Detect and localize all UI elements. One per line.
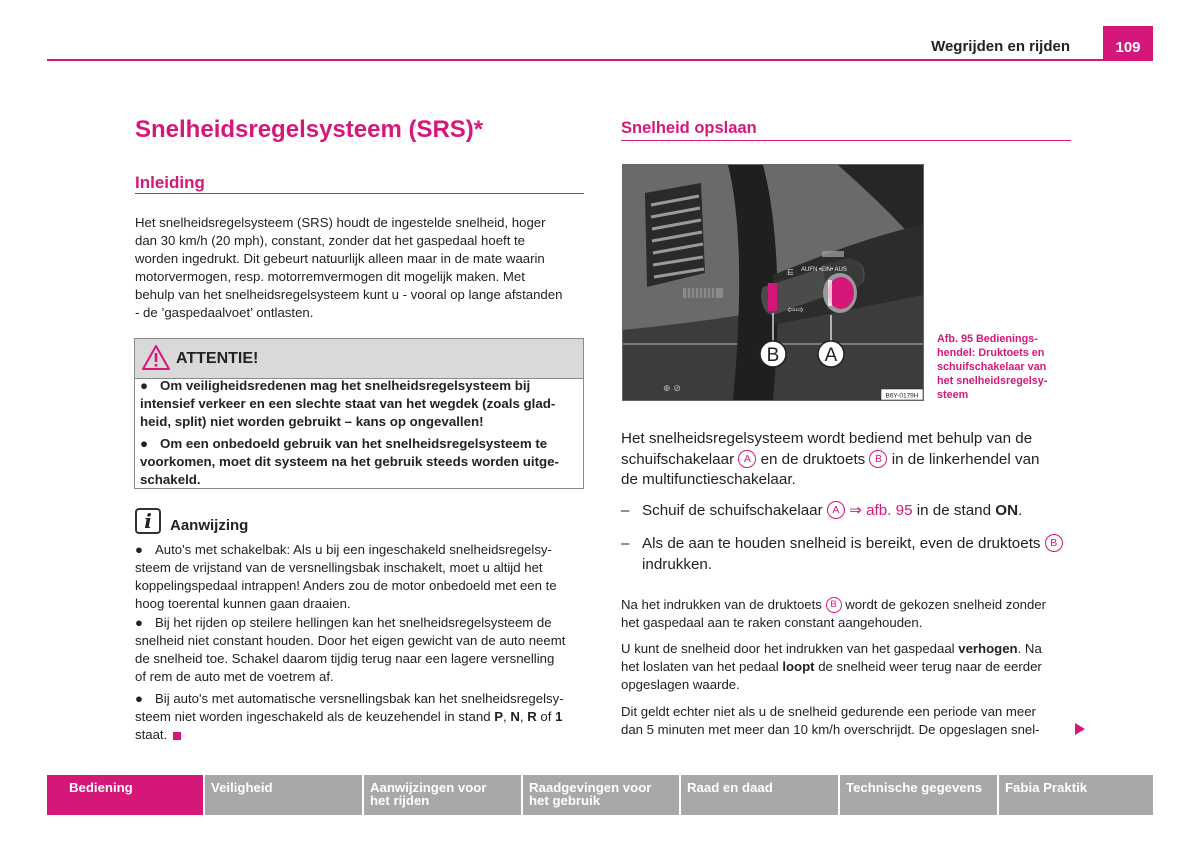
text-line: het snelheidsregelsy- <box>937 375 1048 387</box>
text-line: dan 30 km/h (20 mph), constant, zonder dat het gaspedaal hoeft te <box>135 233 526 248</box>
text-line: worden ingedrukt. Dit gebeurt natuurlijk alleen maar in de mate waarin <box>135 251 545 266</box>
intro-paragraph <box>135 214 595 322</box>
tab-label: het gebruik <box>529 793 601 808</box>
tab-label: Raadgevingen voor <box>529 780 652 795</box>
callout-b-label: B <box>766 345 780 366</box>
text-line: heid, split) niet worden gebruikt – kans op ongevallen! <box>140 414 484 430</box>
ref-circle-b: B <box>1045 534 1063 552</box>
operation-paragraph <box>621 429 1081 491</box>
figure-caption <box>937 332 1072 402</box>
text-line: opgeslagen waarde. <box>621 677 740 692</box>
text-line: snelheid niet constant houden. Door het eigen gewicht van de auto neemt <box>135 633 566 648</box>
figure-95-lever-photo <box>622 164 924 401</box>
tab-label: Fabia Praktik <box>1005 780 1088 795</box>
warning-box <box>134 338 584 489</box>
text-line: of rem de auto met de voetrem af. <box>135 669 334 684</box>
text-line: Het snelheidsregelsysteem (SRS) houdt de ingestelde snelheid, hoger <box>135 215 546 230</box>
figure-reference-link[interactable]: ⇒ afb. 95 <box>849 502 913 519</box>
text-line: intensief verkeer en een slechte staat van het wegdek (zoals glad- <box>140 396 556 412</box>
tab-fabia-praktik[interactable] <box>999 775 1153 815</box>
section-rule <box>621 140 1071 141</box>
text-line: motorvermogen, resp. motorremvermogen dit mogelijk maken. Met <box>135 269 525 284</box>
section-end-square-icon <box>173 732 181 740</box>
text-line: steem de vrijstand van de versnellingsbak inschakelt, moet u altijd het <box>135 560 543 575</box>
text-line: hendel: Druktoets en <box>937 347 1045 359</box>
text-line: koppelingspedaal intrappen! Anders zou de motor onbedoeld met een te <box>135 578 557 593</box>
page-title: Snelheidsregelsysteem (SRS)* <box>135 116 484 143</box>
ref-circle-a: A <box>738 450 756 468</box>
text-line: schuifschakelaar van <box>937 361 1047 373</box>
tab-bediening[interactable] <box>47 775 203 815</box>
tab-label: Technische gegevens <box>846 780 983 795</box>
text-line: steem niet worden ingeschakeld als de keuzehendel in stand P, N, R of 1 <box>135 709 563 724</box>
text-line: – Als de aan te houden snelheid is bereikt, even de druktoets B <box>621 534 1081 555</box>
tab-label: het rijden <box>370 793 430 808</box>
ref-circle-a: A <box>827 501 845 519</box>
text-line: het gaspedaal aan te raken constant aangehouden. <box>621 615 923 630</box>
text-line: steem <box>937 389 969 401</box>
paragraph-after-press <box>621 596 1081 632</box>
text-line: het loslaten van het pedaal loopt de snelheid weer terug naar de eerder <box>621 659 1042 674</box>
paragraph-increase-speed <box>621 640 1081 694</box>
text-line: ● Om veiligheidsredenen mag het snelheidsregelsysteem bij <box>140 378 531 393</box>
paragraph-exception <box>621 703 1081 739</box>
lever-symbol: ⋿ <box>787 268 794 277</box>
tab-veiligheid[interactable] <box>205 775 362 815</box>
warning-title: ATTENTIE! <box>176 350 259 367</box>
text-line: dan 5 minuten met meer dan 10 km/h overschrijdt. De opgeslagen snel- <box>621 722 1040 737</box>
text-line: Afb. 95 Bedienings- <box>937 333 1038 345</box>
tab-technische-gegevens[interactable] <box>840 775 997 815</box>
dash-symbols: ⊕ ⊘ <box>663 384 681 394</box>
tab-label: Bediening <box>69 780 133 795</box>
ref-circle-b: B <box>826 597 842 613</box>
tab-label: Raad en daad <box>687 780 773 795</box>
text-line: ● Om een onbedoeld gebruik van het snelheidsregelsysteem te <box>140 436 548 451</box>
text-line: de multifunctieschakelaar. <box>621 471 796 488</box>
note-item <box>135 614 595 686</box>
ref-circle-b: B <box>869 450 887 468</box>
running-header-title: Wegrijden en rijden <box>931 38 1070 55</box>
text-line: ● Auto's met schakelbak: Als u bij een ingeschakeld snelheidsregelsy- <box>135 542 552 557</box>
warning-header <box>135 339 583 379</box>
note-item <box>135 690 595 744</box>
lever-illustration <box>623 165 923 400</box>
lever-label-text: AUFN •EIN• AUS <box>801 267 847 273</box>
info-i-icon: i <box>135 508 161 534</box>
section-heading-snelheid-opslaan: Snelheid opslaan <box>621 119 757 137</box>
step-dash: – <box>621 502 630 519</box>
warning-item <box>140 377 578 432</box>
page-number: 109 <box>1103 26 1153 60</box>
section-heading-inleiding: Inleiding <box>135 173 205 192</box>
tab-raad-en-daad[interactable] <box>681 775 838 815</box>
tab-label: Veiligheid <box>211 780 273 795</box>
text-line: hoog toerental kunnen gaan draaien. <box>135 596 351 611</box>
tab-raadgevingen[interactable] <box>523 775 679 815</box>
step-2 <box>621 534 1081 575</box>
text-line: Dit geldt echter niet als u de snelheid gedurende een periode van meer <box>621 704 1036 719</box>
text-line: - de ’gaspedaalvoet’ ontlasten. <box>135 305 314 320</box>
next-page-arrow-icon[interactable] <box>1074 722 1086 736</box>
callout-a-label: A <box>824 345 838 366</box>
text-line: de snelheid toe. Schakel daarom tijdig terug naar een lagere versnelling <box>135 651 555 666</box>
text-line: U kunt de snelheid door het indrukken van het gaspedaal verhogen. Na <box>621 641 1042 656</box>
text-line: staat. <box>135 726 595 744</box>
text-line: ● Bij het rijden op steilere hellingen kan het snelheidsregelsysteem de <box>135 615 552 630</box>
tab-aanwijzingen[interactable] <box>364 775 521 815</box>
header-rule <box>47 59 1153 61</box>
note-item <box>135 541 595 613</box>
text-line: ● Bij auto's met automatische versnellingsbak kan het snelheidsregelsy- <box>135 691 564 706</box>
warning-item <box>140 435 578 490</box>
note-title: Aanwijzing <box>170 517 249 534</box>
section-rule <box>135 193 584 194</box>
text-line: schuifschakelaar A en de druktoets B in de linkerhendel van <box>621 450 1040 468</box>
text-line: indrukken. <box>642 555 713 573</box>
warning-triangle-icon <box>141 344 171 371</box>
text-line: Na het indrukken van de druktoets B wordt de gekozen snelheid zonder <box>621 597 1047 612</box>
text-line: schakeld. <box>140 472 201 488</box>
text-line: voorkomen, moet dit systeem na het gebruik steeds worden uitge- <box>140 454 559 470</box>
tab-label: Aanwijzingen voor <box>370 780 487 795</box>
step-1: – Schuif de schuifschakelaar A ⇒ afb. 95 in de stand ON. <box>621 501 1081 522</box>
footer-navigation <box>47 775 1153 815</box>
lever-arrows-symbol: ⇦⇨ <box>787 305 804 316</box>
text-line: Het snelheidsregelsysteem wordt bediend met behulp van de <box>621 430 1033 447</box>
text-line: behulp van het snelheidsregelsysteem kunt u - vooral op lange afstanden <box>135 287 563 302</box>
figure-code: B6Y-0179H <box>885 392 919 400</box>
